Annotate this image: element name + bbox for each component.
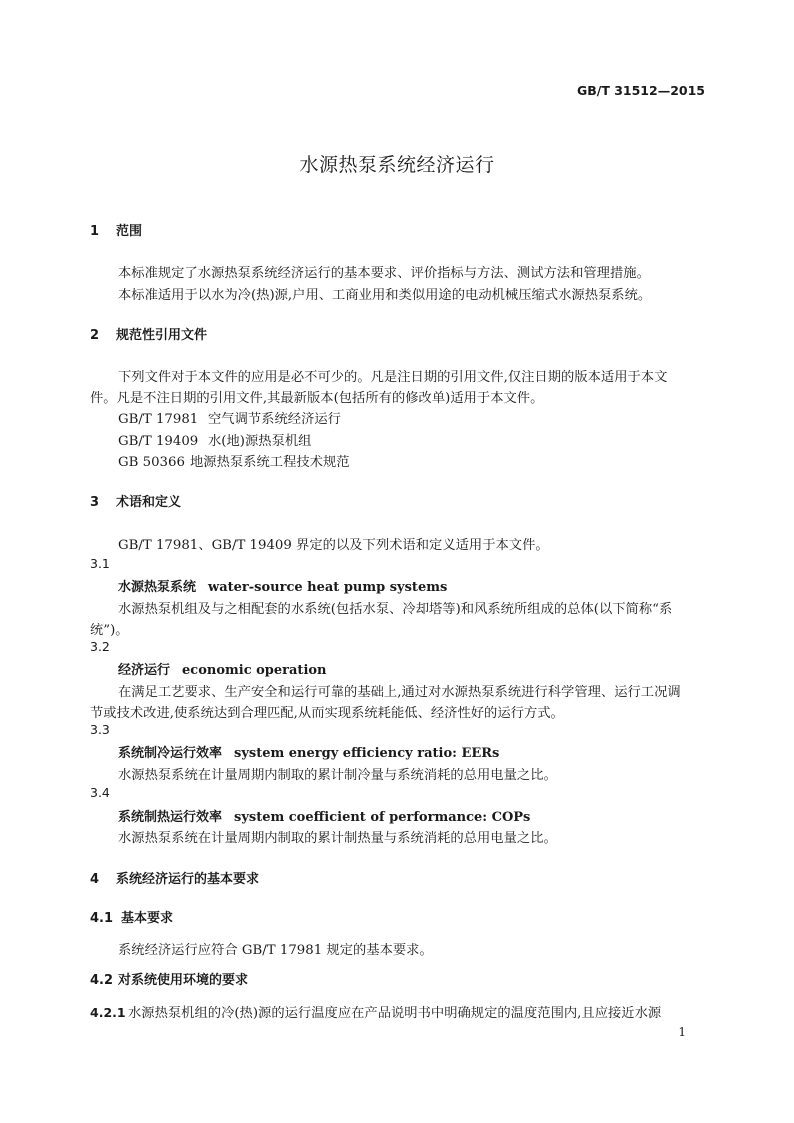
term-number: 3.4 bbox=[90, 785, 110, 800]
term-chinese: 系统制冷运行效率 bbox=[118, 746, 223, 761]
section-1-heading bbox=[90, 220, 142, 239]
term-definition: 水源热泵系统在计量周期内制取的累计制冷量与系统消耗的总用电量之比。 bbox=[118, 768, 557, 783]
paragraph: 本标准适用于以水为冷(热)源,户用、工商业用和类似用途的电动机械压缩式水源热泵系统。 bbox=[118, 288, 652, 303]
term-definition-continuation: 统”)。 bbox=[90, 623, 129, 638]
term-entry bbox=[118, 742, 499, 761]
reference-code: GB/T 19409 bbox=[118, 434, 199, 449]
term-number: 3.3 bbox=[90, 722, 110, 737]
term-english: economic operation bbox=[182, 663, 327, 678]
subsection-4-1-heading bbox=[90, 907, 173, 926]
paragraph: 本标准规定了水源热泵系统经济运行的基本要求、评价指标与方法、测试方法和管理措施。 bbox=[118, 266, 650, 281]
reference-code: GB 50366 bbox=[118, 455, 185, 470]
clause-text: 水源热泵机组的冷(热)源的运行温度应在产品说明书中明确规定的温度范围内,且应接近水源 bbox=[128, 1006, 662, 1021]
section-number: 1 bbox=[90, 224, 100, 239]
section-title: 系统经济运行的基本要求 bbox=[116, 872, 260, 887]
term-english: system coefficient of performance: COPs bbox=[234, 810, 531, 825]
term-chinese: 系统制热运行效率 bbox=[118, 810, 223, 825]
page-number: 1 bbox=[678, 1025, 686, 1039]
section-title: 术语和定义 bbox=[116, 495, 182, 510]
term-entry bbox=[118, 576, 447, 595]
paragraph: GB/T 17981、GB/T 19409 界定的以及下列术语和定义适用于本文件。 bbox=[118, 538, 549, 553]
paragraph: 下列文件对于本文件的应用是必不可少的。凡是注日期的引用文件,仅注日期的版本适用于本文 bbox=[118, 370, 668, 385]
term-entry bbox=[118, 806, 530, 825]
reference-name: 空气调节系统经济运行 bbox=[208, 412, 341, 427]
section-number: 2 bbox=[90, 328, 100, 343]
section-number: 4 bbox=[90, 872, 100, 887]
reference-name: 地源热泵系统工程技术规范 bbox=[190, 455, 350, 470]
term-entry bbox=[118, 659, 327, 678]
normative-reference bbox=[118, 451, 350, 470]
term-chinese: 水源热泵系统 bbox=[118, 580, 197, 595]
normative-reference bbox=[118, 408, 341, 427]
section-title: 规范性引用文件 bbox=[116, 328, 208, 343]
subsection-number: 4.2 bbox=[90, 973, 114, 988]
term-number: 3.1 bbox=[90, 556, 110, 571]
term-english: water-source heat pump systems bbox=[208, 580, 448, 595]
subsection-title: 基本要求 bbox=[121, 911, 174, 926]
term-english: system energy efficiency ratio: EERs bbox=[234, 746, 500, 761]
document-title: 水源热泵系统经济运行 bbox=[299, 154, 495, 176]
section-4-heading bbox=[90, 868, 259, 887]
clause-4-2-1 bbox=[90, 1002, 661, 1021]
section-3-heading bbox=[90, 491, 181, 510]
section-number: 3 bbox=[90, 495, 100, 510]
term-definition: 在满足工艺要求、生产安全和运行可靠的基础上,通过对水源热泵系统进行科学管理、运行工况调 bbox=[118, 685, 681, 700]
subsection-number: 4.1 bbox=[90, 911, 114, 926]
paragraph: 系统经济运行应符合 GB/T 17981 规定的基本要求。 bbox=[118, 943, 433, 958]
term-definition: 水源热泵机组及与之相配套的水系统(包括水泵、冷却塔等)和风系统所组成的总体(以下简称“系 bbox=[118, 602, 673, 617]
paragraph-continuation: 件。凡是不注日期的引用文件,其最新版本(包括所有的修改单)适用于本文件。 bbox=[90, 391, 544, 406]
normative-reference bbox=[118, 430, 311, 449]
reference-code: GB/T 17981 bbox=[118, 412, 199, 427]
term-definition: 水源热泵系统在计量周期内制取的累计制热量与系统消耗的总用电量之比。 bbox=[118, 831, 557, 846]
subsection-title: 对系统使用环境的要求 bbox=[118, 973, 249, 988]
section-2-heading bbox=[90, 324, 207, 343]
clause-number: 4.2.1 bbox=[90, 1005, 126, 1020]
term-number: 3.2 bbox=[90, 639, 110, 654]
term-definition-continuation: 节或技术改进,使系统达到合理匹配,从而实现系统耗能低、经济性好的运行方式。 bbox=[90, 706, 564, 721]
section-title: 范围 bbox=[116, 224, 143, 239]
reference-name: 水(地)源热泵机组 bbox=[208, 434, 312, 449]
standard-number: GB/T 31512—2015 bbox=[576, 83, 705, 98]
subsection-4-2-heading bbox=[90, 969, 248, 988]
term-chinese: 经济运行 bbox=[118, 663, 171, 678]
